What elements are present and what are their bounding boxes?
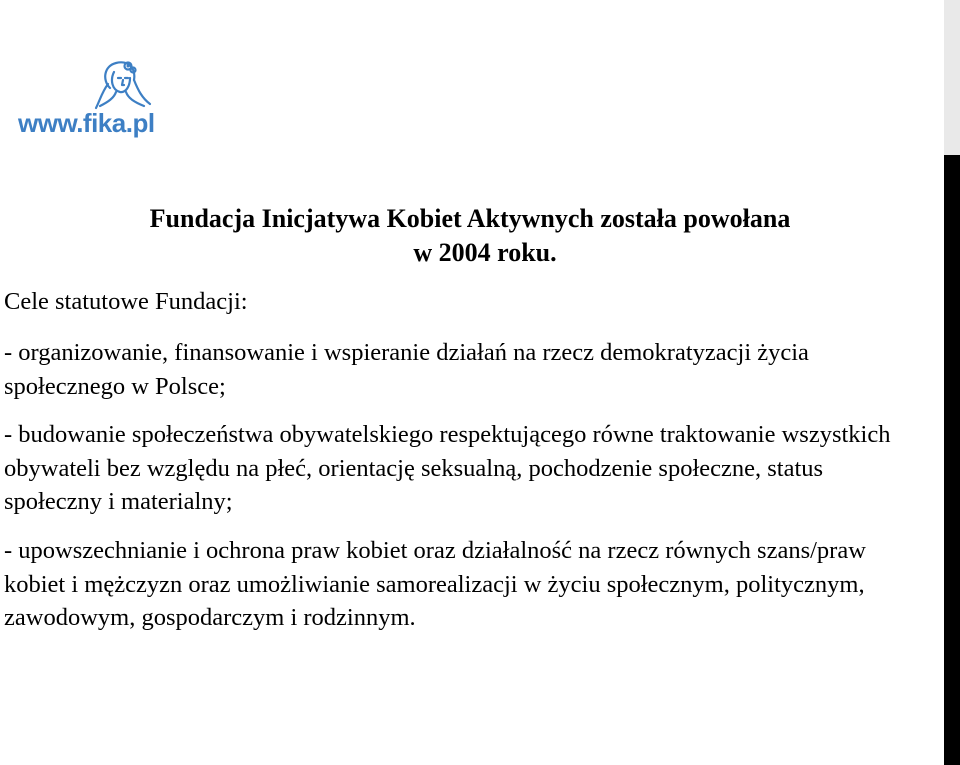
- headline-line-1: Fundacja Inicjatywa Kobiet Aktywnych została powołana: [149, 204, 791, 233]
- goals-intro: Cele statutowe Fundacji:: [4, 288, 248, 315]
- goal-item-3: - upowszechnianie i ochrona praw kobiet oraz działalność na rzecz równych szans/praw kobiet i mężczyzn oraz umożliwianie samorealizacji w życiu społecznym, politycznym, zawodowym, gospodarczym i rodzinnym.: [4, 537, 866, 631]
- scrollbar-thumb[interactable]: [944, 155, 960, 765]
- page-headline: [0, 202, 940, 270]
- headline-line-2: w 2004 roku.: [413, 238, 557, 267]
- scrollbar[interactable]: [944, 0, 960, 765]
- goal-item-2: - budowanie społeczeństwa obywatelskiego respektującego równe traktowanie wszystkich obywateli bez względu na płeć, orientację seksualną, pochodzenie społeczne, status społeczny i materialny;: [4, 421, 891, 515]
- scrollbar-track-upper[interactable]: [944, 0, 960, 155]
- goal-item-1: - organizowanie, finansowanie i wspieranie działań na rzecz demokratyzacji życia społecznego w Polsce;: [4, 339, 809, 400]
- logo-wordmark: www.fika.pl: [18, 108, 155, 138]
- fika-logo: [18, 58, 163, 138]
